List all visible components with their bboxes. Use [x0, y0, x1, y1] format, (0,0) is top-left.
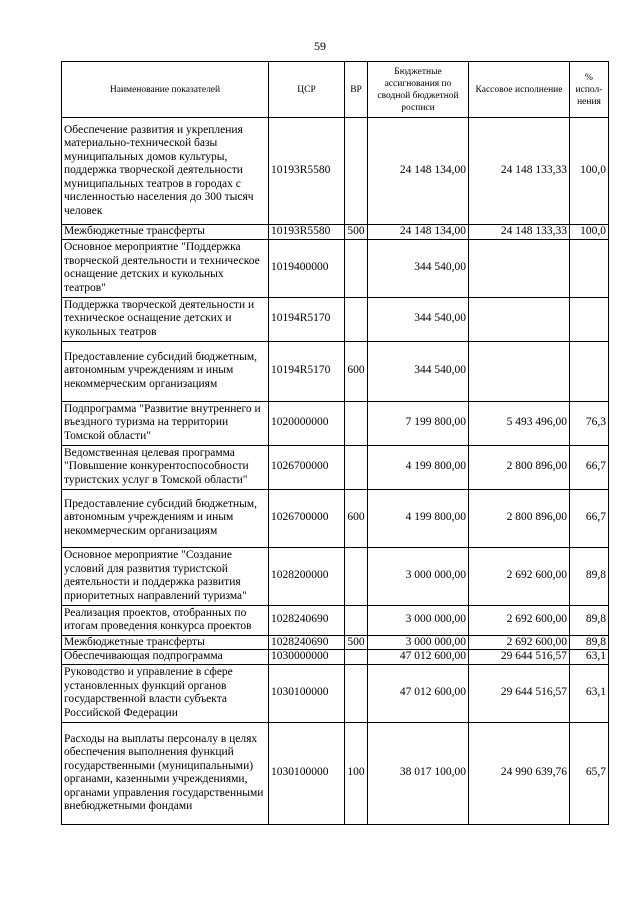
row-name: Расходы на выплаты персоналу в целях обеспечения выполнения функций государственными (муниципальными) органами, казенными учреждениями, органами управления государственными внебюджетными фондами [62, 722, 269, 824]
row-csr: 1030100000 [269, 722, 345, 824]
row-csr: 10194R5170 [269, 297, 345, 341]
row-vr: 500 [345, 225, 368, 240]
row-vr [345, 650, 368, 665]
row-cash: 24 990 639,76 [469, 722, 570, 824]
row-csr: 1026700000 [269, 489, 345, 547]
row-pct: 100,0 [570, 225, 609, 240]
row-pct: 65,7 [570, 722, 609, 824]
row-cash: 2 800 896,00 [469, 445, 570, 489]
row-budget: 4 199 800,00 [368, 489, 469, 547]
table-row [62, 489, 609, 547]
row-pct: 100,0 [570, 118, 609, 225]
row-name: Реализация проектов, отобранных по итогам проведения конкурса проектов [62, 605, 269, 635]
table-row [62, 445, 609, 489]
table-row [62, 225, 609, 240]
row-cash: 2 800 896,00 [469, 489, 570, 547]
budget-execution-table [61, 61, 609, 825]
row-csr: 10193R5580 [269, 118, 345, 225]
header-cash: Кассовое исполнение [469, 62, 570, 118]
row-vr [345, 547, 368, 605]
header-budget: Бюджетные ассигнования по сводной бюджетной росписи [368, 62, 469, 118]
row-cash: 2 692 600,00 [469, 635, 570, 650]
table-row [62, 118, 609, 225]
row-budget: 344 540,00 [368, 297, 469, 341]
row-name: Обеспечивающая подпрограмма [62, 650, 269, 665]
row-name: Обеспечение развития и укрепления материально-технической базы муниципальных домов культуры, поддержка творческой деятельности муниципальных театров в городах с численностью населения до 300 тысяч человек [62, 118, 269, 225]
row-name: Основное мероприятие "Создание условий для развития туристской деятельности и поддержка развития приоритетных направлений туризма" [62, 547, 269, 605]
row-budget: 3 000 000,00 [368, 605, 469, 635]
table-row [62, 635, 609, 650]
table-row [62, 239, 609, 297]
row-csr: 1020000000 [269, 401, 345, 445]
row-vr [345, 239, 368, 297]
row-pct: 76,3 [570, 401, 609, 445]
row-cash: 29 644 516,57 [469, 664, 570, 722]
row-vr [345, 664, 368, 722]
row-csr: 1019400000 [269, 239, 345, 297]
row-budget: 344 540,00 [368, 239, 469, 297]
row-csr: 1026700000 [269, 445, 345, 489]
row-pct [570, 341, 609, 401]
row-vr [345, 401, 368, 445]
row-csr: 1030100000 [269, 664, 345, 722]
table-row [62, 722, 609, 824]
row-name: Межбюджетные трансферты [62, 635, 269, 650]
row-csr: 1028240690 [269, 635, 345, 650]
row-name: Поддержка творческой деятельности и техническое оснащение детских и кукольных театров [62, 297, 269, 341]
row-budget: 4 199 800,00 [368, 445, 469, 489]
row-cash: 2 692 600,00 [469, 605, 570, 635]
row-budget: 24 148 134,00 [368, 225, 469, 240]
table-row [62, 605, 609, 635]
row-csr: 1030000000 [269, 650, 345, 665]
row-vr [345, 445, 368, 489]
row-pct: 89,8 [570, 547, 609, 605]
row-pct [570, 239, 609, 297]
row-vr [345, 297, 368, 341]
header-csr: ЦСР [269, 62, 345, 118]
row-pct: 89,8 [570, 605, 609, 635]
table-row [62, 401, 609, 445]
row-name: Ведомственная целевая программа "Повышение конкурентоспособности туристских услуг в Томской области" [62, 445, 269, 489]
row-vr: 500 [345, 635, 368, 650]
row-pct: 89,8 [570, 635, 609, 650]
row-budget: 344 540,00 [368, 341, 469, 401]
row-budget: 3 000 000,00 [368, 635, 469, 650]
row-vr: 100 [345, 722, 368, 824]
row-cash: 24 148 133,33 [469, 118, 570, 225]
row-budget: 3 000 000,00 [368, 547, 469, 605]
row-cash [469, 297, 570, 341]
row-name: Предоставление субсидий бюджетным, автономным учреждениям и иным некоммерческим организациям [62, 341, 269, 401]
row-pct: 63,1 [570, 650, 609, 665]
row-csr: 10193R5580 [269, 225, 345, 240]
header-name: Наименование показателей [62, 62, 269, 118]
row-pct [570, 297, 609, 341]
row-cash [469, 239, 570, 297]
row-vr: 600 [345, 341, 368, 401]
row-csr: 1028200000 [269, 547, 345, 605]
row-csr: 1028240690 [269, 605, 345, 635]
row-budget: 24 148 134,00 [368, 118, 469, 225]
row-vr [345, 118, 368, 225]
row-cash: 2 692 600,00 [469, 547, 570, 605]
row-pct: 63,1 [570, 664, 609, 722]
row-name: Основное мероприятие "Поддержка творческой деятельности и техническое оснащение детских и кукольных театров" [62, 239, 269, 297]
row-cash: 24 148 133,33 [469, 225, 570, 240]
row-cash [469, 341, 570, 401]
header-vr: ВР [345, 62, 368, 118]
row-cash: 29 644 516,57 [469, 650, 570, 665]
row-vr [345, 605, 368, 635]
table-row [62, 341, 609, 401]
page-number: 59 [314, 39, 326, 53]
row-name: Подпрограмма "Развитие внутреннего и въездного туризма на территории Томской области" [62, 401, 269, 445]
table-row [62, 650, 609, 665]
table-header-row [62, 62, 609, 118]
row-cash: 5 493 496,00 [469, 401, 570, 445]
row-budget: 47 012 600,00 [368, 650, 469, 665]
row-budget: 38 017 100,00 [368, 722, 469, 824]
table-row [62, 297, 609, 341]
table-row [62, 664, 609, 722]
row-name: Руководство и управление в сфере установленных функций органов государственной власти субъекта Российской Федерации [62, 664, 269, 722]
table-row [62, 547, 609, 605]
row-name: Межбюджетные трансферты [62, 225, 269, 240]
row-pct: 66,7 [570, 489, 609, 547]
row-budget: 7 199 800,00 [368, 401, 469, 445]
row-budget: 47 012 600,00 [368, 664, 469, 722]
row-name: Предоставление субсидий бюджетным, автономным учреждениям и иным некоммерческим организациям [62, 489, 269, 547]
header-pct: % испол-нения [570, 62, 609, 118]
row-csr: 10194R5170 [269, 341, 345, 401]
row-vr: 600 [345, 489, 368, 547]
row-pct: 66,7 [570, 445, 609, 489]
